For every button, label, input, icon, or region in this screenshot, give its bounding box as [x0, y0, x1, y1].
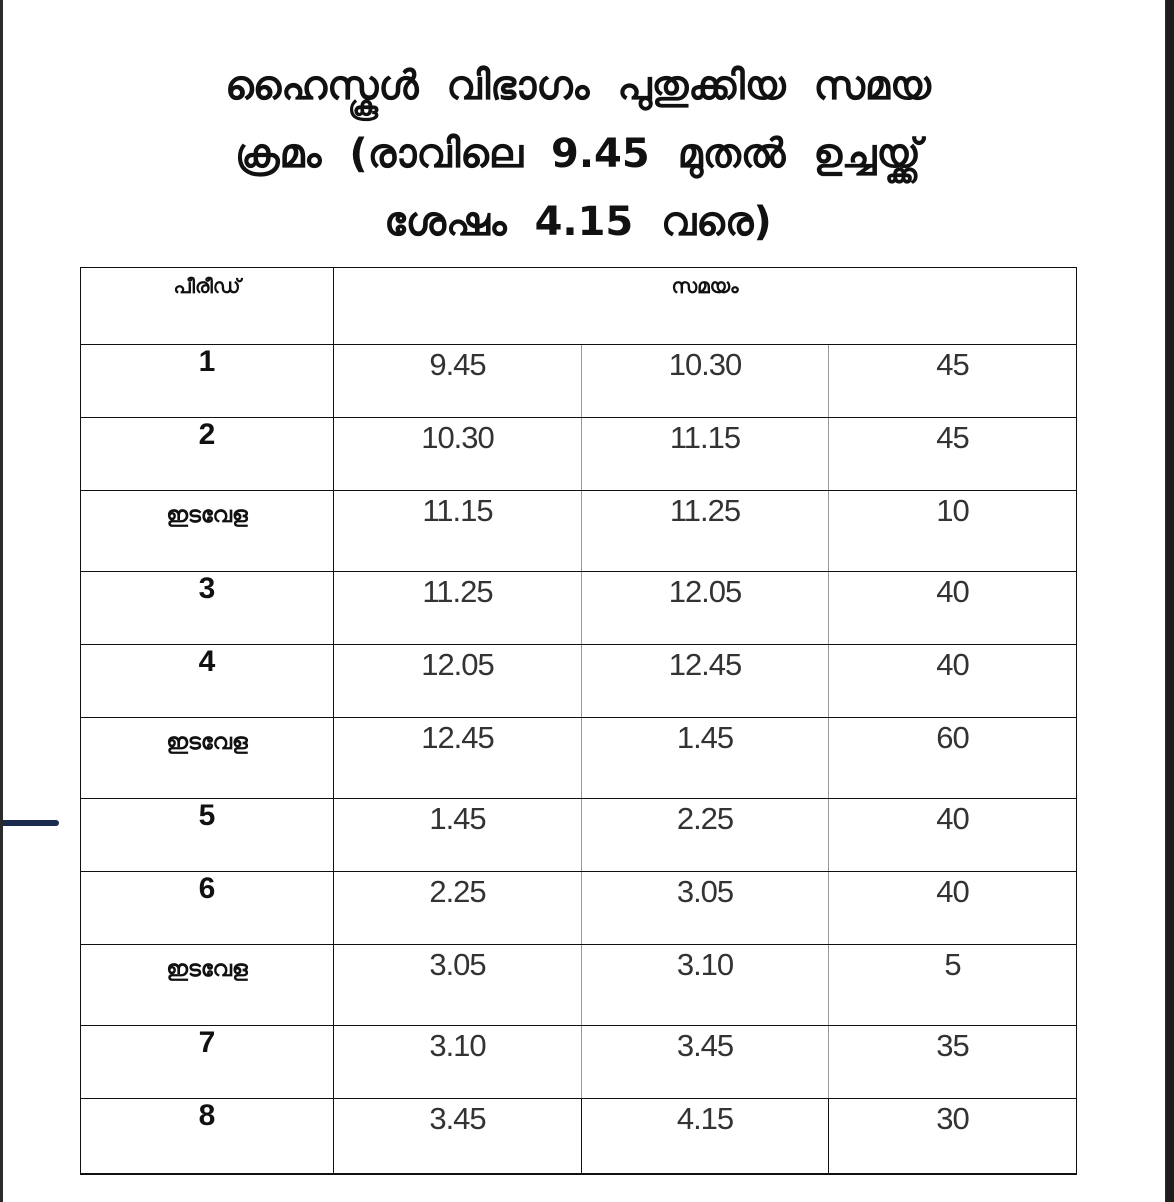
end-time-cell: 3.10	[582, 945, 829, 1026]
table-row	[81, 718, 1077, 799]
start-time-cell: 3.45	[334, 1099, 582, 1175]
window-edge	[1166, 0, 1174, 1202]
header-time: സമയം	[334, 268, 1077, 345]
duration-cell: 40	[829, 799, 1077, 872]
end-time-cell: 12.45	[582, 645, 829, 718]
period-cell: 7	[81, 1026, 334, 1099]
start-time-cell: 1.45	[334, 799, 582, 872]
start-time-cell: 2.25	[334, 872, 582, 945]
start-time-cell: 12.45	[334, 718, 582, 799]
end-time-cell: 11.15	[582, 418, 829, 491]
table-row	[81, 345, 1077, 418]
duration-cell: 5	[829, 945, 1077, 1026]
duration-cell: 60	[829, 718, 1077, 799]
schedule-table	[80, 267, 1077, 1175]
period-cell: 3	[81, 572, 334, 645]
title-line-1: ഹൈസ്കൂൾ വിഭാഗം പുതുക്കിയ സമയ	[225, 63, 931, 109]
document-page	[3, 0, 1165, 1202]
period-cell: 8	[81, 1099, 334, 1175]
table-header-row	[81, 268, 1077, 345]
title-line-2: ക്രമം (രാവിലെ 9.45 മുതൽ ഉച്ചയ്ക്ക്	[235, 131, 921, 177]
start-time-cell: 10.30	[334, 418, 582, 491]
period-cell: 4	[81, 645, 334, 718]
start-time-cell: 11.15	[334, 491, 582, 572]
period-cell: 2	[81, 418, 334, 491]
end-time-cell: 1.45	[582, 718, 829, 799]
table-row	[81, 1026, 1077, 1099]
end-time-cell: 11.25	[582, 491, 829, 572]
header-period: പീരീഡ്	[81, 268, 334, 345]
pen-annotation-mark	[3, 820, 59, 826]
end-time-cell: 12.05	[582, 572, 829, 645]
start-time-cell: 12.05	[334, 645, 582, 718]
period-cell: 6	[81, 872, 334, 945]
end-time-cell: 3.05	[582, 872, 829, 945]
table-row	[81, 491, 1077, 572]
period-cell: ഇടവേള	[81, 718, 334, 799]
table-row	[81, 872, 1077, 945]
period-cell: 5	[81, 799, 334, 872]
start-time-cell: 9.45	[334, 345, 582, 418]
duration-cell: 35	[829, 1026, 1077, 1099]
table-row	[81, 645, 1077, 718]
table-row	[81, 1099, 1077, 1175]
end-time-cell: 10.30	[582, 345, 829, 418]
period-cell: 1	[81, 345, 334, 418]
duration-cell: 45	[829, 418, 1077, 491]
table-row	[81, 945, 1077, 1026]
end-time-cell: 4.15	[582, 1099, 829, 1175]
table-row	[81, 799, 1077, 872]
table-row	[81, 572, 1077, 645]
duration-cell: 40	[829, 645, 1077, 718]
duration-cell: 40	[829, 572, 1077, 645]
end-time-cell: 3.45	[582, 1026, 829, 1099]
duration-cell: 45	[829, 345, 1077, 418]
duration-cell: 10	[829, 491, 1077, 572]
duration-cell: 40	[829, 872, 1077, 945]
period-cell: ഇടവേള	[81, 945, 334, 1026]
period-cell: ഇടവേള	[81, 491, 334, 572]
end-time-cell: 2.25	[582, 799, 829, 872]
title-line-3: ശേഷം 4.15 വരെ)	[384, 199, 772, 245]
table-row	[81, 418, 1077, 491]
start-time-cell: 3.10	[334, 1026, 582, 1099]
page-title	[3, 52, 1153, 256]
start-time-cell: 11.25	[334, 572, 582, 645]
duration-cell: 30	[829, 1099, 1077, 1175]
start-time-cell: 3.05	[334, 945, 582, 1026]
